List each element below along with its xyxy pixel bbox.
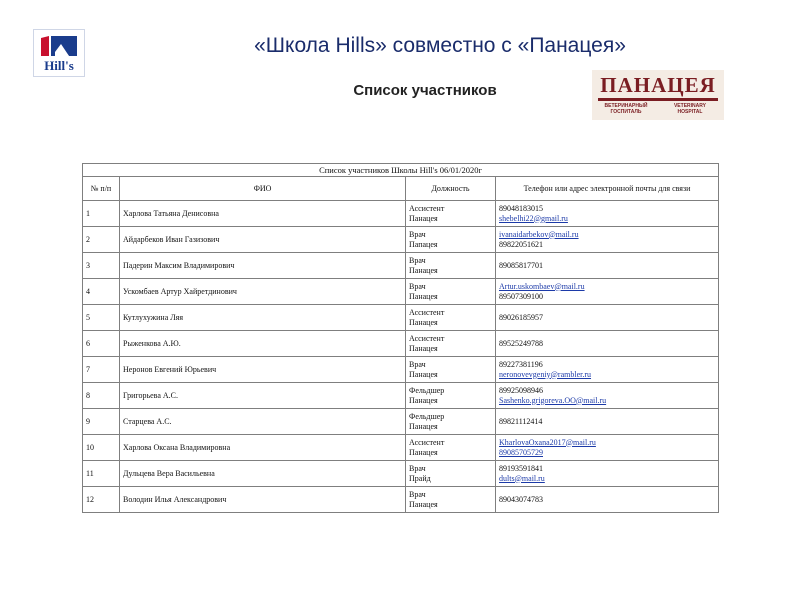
row-number: 7 (83, 357, 120, 383)
contact-link[interactable]: shebelhi22@gmail.ru (499, 213, 568, 223)
participant-position: Врач Папацея (406, 227, 496, 253)
panacea-logo-text: ПАНАЦЕЯ (600, 73, 716, 97)
contact-text: 89026185957 (499, 312, 543, 322)
column-header-name: ФИО (120, 177, 406, 201)
participant-name: Неронов Евгений Юрьевич (120, 357, 406, 383)
table-header-row (83, 177, 719, 201)
participant-position: Фельдшер Панацея (406, 383, 496, 409)
table-row (83, 409, 719, 435)
table-row (83, 487, 719, 513)
participant-position: Ассистент Панацея (406, 305, 496, 331)
participant-name: Харлова Оксана Владимировна (120, 435, 406, 461)
contact-link[interactable]: KharlovaOxana2017@mail.ru (499, 437, 596, 447)
contact-text: 89525249788 (499, 338, 543, 348)
contact-link[interactable]: neronovevgeniy@rambler.ru (499, 369, 592, 379)
participant-position: Ассистент Панацея (406, 201, 496, 227)
contact-text: 89821112414 (499, 416, 543, 426)
participant-contacts (496, 435, 719, 461)
participant-contacts (496, 305, 719, 331)
panacea-logo (592, 70, 724, 120)
contact-text: 89193591841 (499, 463, 543, 473)
table-row (83, 227, 719, 253)
row-number: 10 (83, 435, 120, 461)
contact-text: 89925098946 (499, 385, 543, 395)
participant-contacts (496, 357, 719, 383)
participant-contacts (496, 279, 719, 305)
table-row (83, 435, 719, 461)
row-number: 5 (83, 305, 120, 331)
participant-position: Фельдшер Панацея (406, 409, 496, 435)
contact-text: 89227381196 (499, 359, 543, 369)
page-subtitle: Список участников (353, 82, 497, 99)
participant-contacts (496, 487, 719, 513)
hills-logo-text: Hill's (44, 58, 74, 73)
table-body (83, 201, 719, 513)
panacea-logo-divider (598, 98, 718, 101)
panacea-logo-subtext-en: VETERINARY HOSPITAL (673, 103, 707, 115)
column-header-position: Должность (406, 177, 496, 201)
participant-position: Ассистент Панацея (406, 331, 496, 357)
participant-contacts (496, 409, 719, 435)
participant-contacts (496, 201, 719, 227)
page-title: «Школа Hills» совместно с «Панацея» (254, 34, 626, 57)
participant-position: Врач Панацея (406, 279, 496, 305)
column-header-number: № п/п (83, 177, 120, 201)
contact-text: 89822051621 (499, 239, 543, 249)
table-row (83, 305, 719, 331)
row-number: 1 (83, 201, 120, 227)
panacea-logo-subtext-ru: ВЕТЕРИНАРНЫЙ ГОСПИТАЛЬ (604, 103, 648, 115)
participant-contacts (496, 253, 719, 279)
column-header-contacts: Телефон или адрес электронной почты для связи (496, 177, 719, 201)
participant-position: Врач Панацея (406, 357, 496, 383)
row-number: 4 (83, 279, 120, 305)
participant-position: Врач Прайд (406, 461, 496, 487)
contact-link[interactable]: dults@mail.ru (499, 473, 545, 483)
participant-contacts (496, 461, 719, 487)
table-row (83, 201, 719, 227)
participant-name: Айдарбеков Иван Газизович (120, 227, 406, 253)
row-number: 11 (83, 461, 120, 487)
participant-position: Ассистент Панацея (406, 435, 496, 461)
contact-link[interactable]: 89085705729 (499, 447, 543, 457)
table-row (83, 383, 719, 409)
row-number: 12 (83, 487, 120, 513)
contact-link[interactable]: ivanaidarbekov@mail.ru (499, 229, 579, 239)
hills-logo (33, 29, 85, 77)
hills-mountain-icon (39, 34, 79, 58)
table-row (83, 331, 719, 357)
participant-name: Рыженкова А.Ю. (120, 331, 406, 357)
row-number: 8 (83, 383, 120, 409)
row-number: 3 (83, 253, 120, 279)
table-row (83, 461, 719, 487)
participant-name: Володин Илья Александрович (120, 487, 406, 513)
participant-position: Врач Панацея (406, 253, 496, 279)
contact-text: 89507309100 (499, 291, 543, 301)
participant-name: Падерин Максим Владимирович (120, 253, 406, 279)
table-row (83, 253, 719, 279)
row-number: 9 (83, 409, 120, 435)
contact-text: 89043074783 (499, 494, 543, 504)
participant-name: Дульцева Вера Васильевна (120, 461, 406, 487)
participant-contacts (496, 227, 719, 253)
contact-text: 89048183015 (499, 203, 543, 213)
participant-name: Старцева А.С. (120, 409, 406, 435)
table-row (83, 279, 719, 305)
participant-name: Кутлухужина Ляя (120, 305, 406, 331)
table-row (83, 357, 719, 383)
participant-position: Врач Панацея (406, 487, 496, 513)
contact-link[interactable]: Artur.uskombaev@mail.ru (499, 281, 585, 291)
participants-table (82, 163, 719, 513)
table-caption-row (83, 164, 719, 177)
row-number: 2 (83, 227, 120, 253)
contact-link[interactable]: Sashenko.grigoreva.OO@mail.ru (499, 395, 607, 405)
participant-name: Ускомбаев Артур Хайретдинович (120, 279, 406, 305)
participant-name: Харлова Татьяна Денисовна (120, 201, 406, 227)
table-caption: Список участников Школы Hill's 06/01/2020г (83, 164, 719, 177)
row-number: 6 (83, 331, 120, 357)
participant-contacts (496, 383, 719, 409)
participant-name: Григорьева А.С. (120, 383, 406, 409)
contact-text: 89085817701 (499, 260, 543, 270)
participant-contacts (496, 331, 719, 357)
